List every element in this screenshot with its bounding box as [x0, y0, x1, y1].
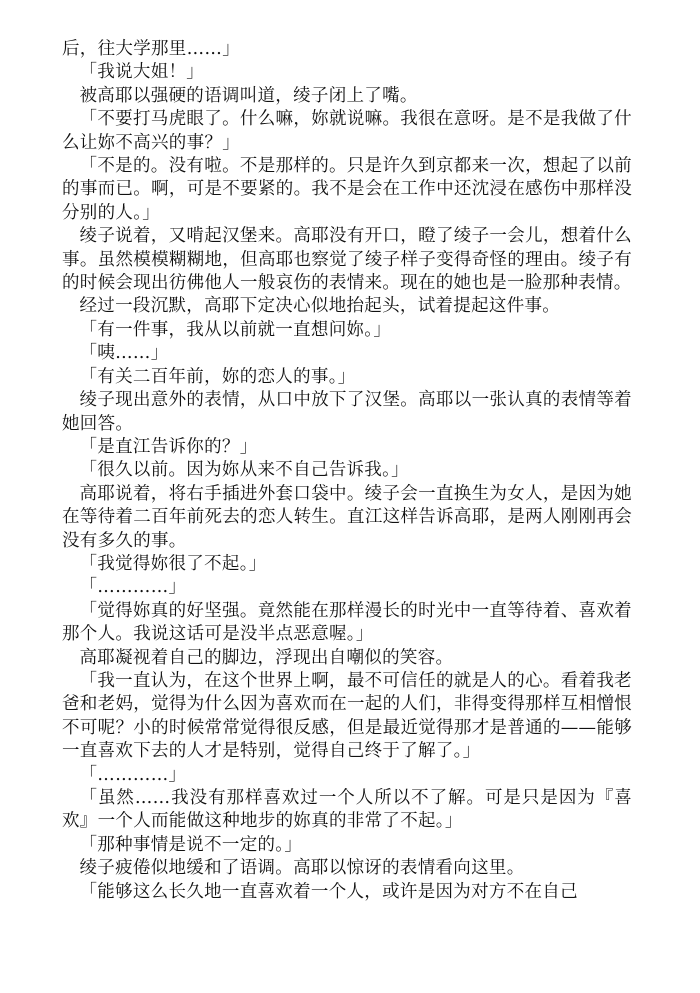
text-page [62, 38, 632, 904]
paragraph: 绫子疲倦似地缓和了语调。高耶以惊讶的表情看向这里。 [79, 858, 525, 879]
paragraph: 「是直江告诉你的？」 [79, 436, 258, 457]
paragraph: 经过一段沉默，高耶下定决心似地抬起头，试着提起这件事。 [79, 296, 561, 317]
paragraph: 「…………」 [79, 577, 187, 598]
paragraph: 被高耶以强硬的语调叫道，绫子闭上了嘴。 [79, 85, 418, 106]
paragraph: 「能够这么长久地一直喜欢着一个人，或许是因为对方不在自己 [79, 881, 578, 902]
paragraph: 「那种事情是说不一定的。」 [79, 834, 303, 855]
paragraph: 「…………」 [79, 764, 187, 785]
paragraph: 「有一件事，我从以前就一直想问妳。」 [79, 319, 392, 340]
paragraph: 「我觉得妳很了不起。」 [79, 553, 267, 574]
paragraph: 高耶说着，将右手插进外套口袋中。绫子会一直换生为女人，是因为她在等待着二百年前死去的恋人转生。直江这样告诉高耶，是两人刚刚再会没有多久的事。 [62, 483, 632, 551]
paragraph: 「咦……」 [79, 343, 169, 364]
paragraph: 高耶凝视着自己的脚边，浮现出自嘲似的笑容。 [79, 647, 454, 668]
paragraph: 「不要打马虎眼了。什么嘛，妳就说嘛。我很在意呀。是不是我做了什么让妳不高兴的事？」 [62, 109, 632, 153]
paragraph: 「觉得妳真的好坚强。竟然能在那样漫长的时光中一直等待着、喜欢着那个人。我说这话可是没半点恶意喔。」 [62, 600, 632, 645]
paragraph: 「很久以前。因为妳从来不自己告诉我。」 [79, 460, 409, 481]
paragraph: 「虽然……我没有那样喜欢过一个人所以不了解。可是只是因为『喜欢』一个人而能做这种地步的妳真的非常了不起。」 [62, 788, 632, 832]
paragraph: 后，往大学那里……」 [62, 39, 240, 59]
paragraph: 「我说大姐！」 [79, 62, 205, 83]
paragraph: 绫子现出意外的表情，从口中放下了汉堡。高耶以一张认真的表情等着她回答。 [62, 390, 632, 434]
paragraph: 绫子说着，又啃起汉堡来。高耶没有开口，瞪了绫子一会儿，想着什么事。虽然模模糊糊地，但高耶也察觉了绫子样子变得奇怪的理由。绫子有的时候会现出彷佛他人一般哀伤的表情来。现在的她也是一脸那种表情。 [62, 226, 632, 294]
paragraph: 「不是的。没有啦。不是那样的。只是许久到京都来一次，想起了以前的事而已。啊，可是不要紧的。我不是会在工作中还沈浸在感伤中那样没分别的人。」 [62, 156, 632, 223]
paragraph: 「我一直认为，在这个世界上啊，最不可信任的就是人的心。看着我老爸和老妈，觉得为什么因为喜欢而在一起的人们，非得变得那样互相憎恨不可呢？小的时候常常觉得很反感，但是最近觉得那才是普通的——能够一直喜欢下去的人才是特别，觉得自己终于了解了。」 [62, 670, 632, 762]
paragraph: 「有关二百年前，妳的恋人的事。」 [79, 366, 356, 387]
